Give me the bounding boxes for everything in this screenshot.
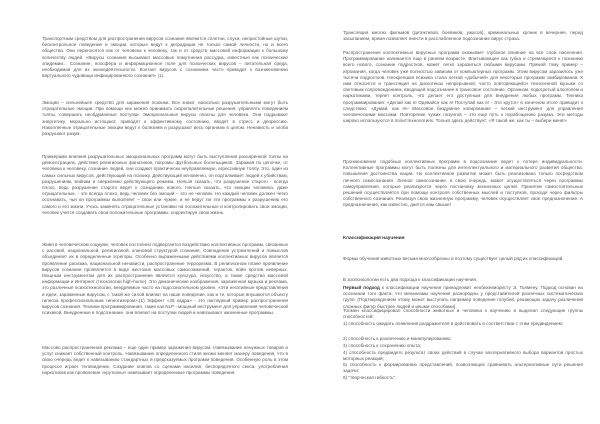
ability-5: 5) способность к формированию представлений, позволяющих сравнивать альтернативные пути решения задачи;: [343, 362, 583, 374]
section-heading: Классификация научения: [343, 236, 405, 241]
ability-3: 3) способность к сохранению опыта;: [343, 343, 422, 348]
ability-4: 4) способность предвидеть результат своих действий в случае альтернативного выбора вариантов простых моторных реакций;: [343, 350, 583, 362]
ability-2: 2) способность к различению и манипулированию;: [343, 336, 452, 341]
paragraph-spread: Распространение коллективных вирусных программ оказывает глубокое влияние на все слои населения. Программирование начинается еще в раннем возрасте. Впитывающее как губка и стремящееся к познанию всего нового, сознание подростков, может легко заразиться любыми вирусами. Прямой тому пример – игромания, когда человек уже полностью зависим от компьютерных программ. Этим вирусом заразилось уже тысячи подростков. Неокрепшая психика стала легкой «добычей» для некоторых программ зомбирования. К ним относится и трансляция на дискотеках непрерывной, часто повторяющейся техногенной музыки со световым сопровождением, вводящей подсознание в транcовое состояние. Организм, подогретый алкоголем и наркотиками, теряет контроль, что делает его доступным для внедрения любых программ. Техника программирования: «Делай как я! Одевайся как я! Поступай как я! - Это круто!» в конечном итоге приводит к следствию: «Думай, как я!» Массовое бездумное копирование – легкий инструмент для управления человеческими массами. Повторение чужих лозунгов – это еще путь к порабощению разума. Эти методы широко используются в политтехнологиях. Только здесь действует: «Я такой же, как ты – выбери меня!»: [343, 50, 583, 124]
paragraph-penetration: Проникновение подобных коллективных программ в подсознание ведет к потере индивидуальности. Коллективные программы могут быть полезны для интеллектуального и материального развития общества, повышения достоинства нации. Но коллективное развитие может быть реализовано только посредством личного самосознания. Личное самосознание, в свою очередь, может осуществляться через программы самоуправления, которые реализуются через постановку жизненных целей. Принятие самостоятельных решений осуществляется при помощи контроля собственных мыслей и поступков, проходя через фильтры собственного сознания. Реализуя свою жизненную программу, человек осуществляет свое предназначение. А предназначение, как известно, дается нам свыше!: [343, 159, 583, 208]
paragraph-advertising: Массово распространенная реклама – еще один пример заражения вирусом. Навязывание ненужных товаров и услуг снижает собственный контроль. Навязывание определенного стиля жизни меняет манеру поведения, что в свою очередь ведет к навязыванию стандартных и предсказуемых программ поведения. Особенную роль в этом процессе играет телевидение. Создание клипов со сценами насилия, беспорядочного секса, употребления наркотиков как проявление «крутизны» навязывает определенные программы поведения.: [42, 345, 288, 375]
paragraph-emotions: Эмоции – сильнейшее средство для заражения психики. Все знают, насколько разрушительными могут быть отрицательные эмоции. При помощи них можно принимать скоропалительные решения, управлять поведением толпы, совершать необдуманные поступки. Эмоциональные вирусы опасны для человека. Они подрывают энергетику, морально истощают, приводят к эффективному состоянию, вводят в стресс и депрессию. Накопленные отрицательные эмоции ведут к болезням и разрушают весь организм в целом. Ненависть и злоба разрушают разум.: [42, 100, 288, 137]
ability-6: 6) "творческая гибкость".: [343, 375, 397, 380]
paragraph-classification-intro: Формы обучения животных весьма многообразны и поэтому существует целый ряд их классификаций.: [343, 256, 564, 261]
paragraph-collective-programs: Живя в человеческом социуме, человек постоянно подвергается воздействию коллективных программ, связанных с расовой, национальной, религиозной, клановой структурой сознания. Совпадение устремлений и помыслов объединяет их в определенные эгрегоры. Особенно выраженными действиями коллективных вирусов является проявление расизма, национальной ненависти, распространение терроризма. В религиозном плане проявление вирусов сознания проявляется в виде жестоких массовых самосожжений, терактов, войн против неверных. Мощным инструментом для их распространения является культура, искусство, а также средства массовой информации и Интернет (технологии high-hume). Это демонические изображения, зараженная музыка и реклама, это различные психотехнологии, внедряемые часто на подсознательном уровне. «Эти негативные представления и идеи, зараженные вирусом, с такой же силой влияют на наше поведение, как и те, которые внушаются объекту гипноза профессиональным гипнотизером».(1) Эффект «25 кадра» - это наглядный пример распространения вирусов сознания. Техники программирования, такие как NLP - мощный инструмент для управления человеческой психикой. Внедренные в подсознание, они влияют на поступки людей и навязывают жизненные программы.: [42, 242, 288, 316]
paragraph-viruses-transport: Транспортным средством для распространения вирусов сознания являются сплетни, слухи, непристойные шутки, бесконтрольное поведение и эмоции, которые ведут к деградации не только самой личности, но и всего общества. Они переносятся как от человека к человеку, так и от средств массовой информации к большому количеству людей. «Вирусы сознания вызывают массовые помутнения рассудка, известные как психические эпидемии... Сознание, ноосфера и информационное поле для психических вирусов – питательная среда, необходимая для их жизнедеятельности. Контакт вирусов с сознанием часто приводит к возникновению виртуального чудовища инфицированного сознания» (1).: [42, 36, 288, 79]
first-approach-text: к классификации научения принадлежит необихевиористу Э. Толмену. Подход основан на осознании того факта, что механизмы научения разнородны у представителей различных систематических групп. (Подтверждением этому может выступать например поведение голубей, решающих задачу различения сложных фигур быстрее людей и иными способами).: [343, 285, 583, 309]
paragraph-films: Трансляция многих фильмов (детективов, боевиков, ужасов), криминальных хроник в вечернее, перед засыпанием, время позволяет внести в расслабленное подсознание вирус страха.: [343, 30, 583, 42]
paragraph-approaches-intro: В зоопсихологии есть два подхода к классификации научения.: [343, 277, 478, 282]
paragraph-tolman: Толмен классифицировал способности животных и человека к научению и выделил следующие группы способностей:: [343, 308, 583, 320]
first-approach-label: Первый подход: [343, 285, 380, 290]
paragraph-destructive-examples: Примерами влияния разрушительных эмоциональных программ могут быть выступления разъяренной толпы на демонстрациях, действия религиозных фанатиков, погромы футбольных болельщиков. Заражая по цепочке, от человека к человеку, сознание людей, они создают практически неуправляемую, агрессивную толпу. Это, один из самых сильных вирусов, действующий на психику. Действующий мгновенно, он подталкивает людей к убийствам, разрушениям, войнам и свержению действующего режима. Нельзя сказать, что разрушение старого - всегда плохо, ведь разрушение старого ведет к созиданию нового. Нельзя сказать, что эмоции человека, даже отрицательные, - это всегда плохо, ведь человек без эмоций – это не человек. Но каждый человек должен четко осознавать, чьи он программы выполняет – свои или чужие, и не ведут ли эти программы к разрушению его самого и его жизни. Учась заменять отрицательные установки на положительные и контролировать свои эмоции, человек учится создавать свои положительные программы, корректируя свою жизнь.: [42, 154, 288, 215]
ability-1: 1) способность ожидать появления раздражителя и действовать в соответствии с этим предвидением;: [343, 321, 564, 326]
paragraph-first-approach: [343, 285, 583, 310]
